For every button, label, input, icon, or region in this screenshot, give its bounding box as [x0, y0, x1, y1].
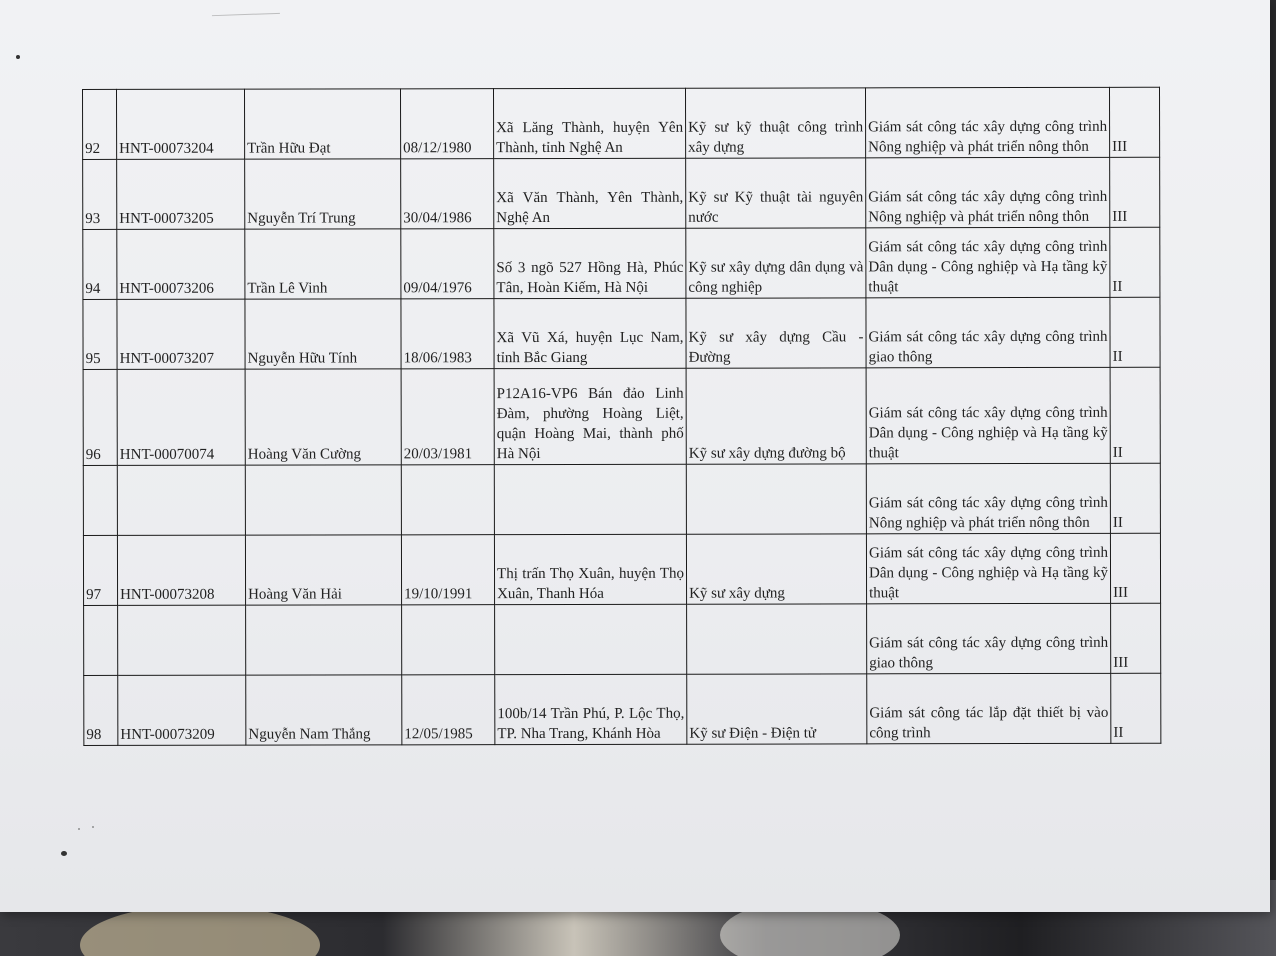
full-name-cell: Nguyễn Trí Trung: [245, 159, 401, 229]
row-number-cell: 93: [83, 159, 117, 229]
degree-cell: Kỹ sư Kỹ thuật tài nguyên nước: [686, 158, 866, 228]
table-row: [84, 673, 1161, 745]
degree-cell: [687, 604, 867, 674]
address-cell: [495, 604, 687, 674]
certificate-code-cell: HNT-00070074: [117, 369, 245, 465]
certificate-code-cell: HNT-00073208: [117, 535, 245, 605]
birth-date-cell: 18/06/1983: [401, 299, 494, 369]
degree-cell: [686, 464, 866, 534]
degree-cell: Kỹ sư xây dựng dân dụng và công nghiệp: [686, 228, 866, 298]
table-row: [84, 603, 1161, 675]
grade-cell: II: [1110, 227, 1160, 297]
full-name-cell: [245, 465, 401, 535]
table-row: [83, 533, 1160, 605]
certificate-code-cell: HNT-00073206: [117, 229, 245, 299]
table-row: [83, 87, 1160, 159]
practice-scope-cell: Giám sát công tác xây dựng công trình Nông nghiệp và phát triển nông thôn: [865, 87, 1109, 158]
address-cell: 100b/14 Trần Phú, P. Lộc Thọ, TP. Nha Trang, Khánh Hòa: [495, 674, 687, 744]
full-name-cell: [246, 605, 402, 675]
grade-cell: II: [1110, 463, 1160, 533]
full-name-cell: Nguyễn Nam Thắng: [246, 675, 402, 745]
certificate-code-cell: HNT-00073205: [117, 159, 245, 229]
table-row: [83, 463, 1160, 535]
ink-dot: [16, 55, 20, 59]
row-number-cell: [83, 465, 117, 535]
practice-scope-cell: Giám sát công tác xây dựng công trình Dân dụng - Công nghiệp và Hạ tầng kỹ thuật: [866, 533, 1110, 604]
birth-date-cell: 30/04/1986: [401, 159, 494, 229]
birth-date-cell: 09/04/1976: [401, 229, 494, 299]
grade-cell: II: [1111, 673, 1161, 743]
table-row: [83, 367, 1160, 465]
degree-cell: Kỹ sư kỹ thuật công trình xây dựng: [685, 88, 865, 158]
degree-cell: Kỹ sư xây dựng đường bộ: [686, 368, 866, 464]
practice-scope-cell: Giám sát công tác xây dựng công trình Nông nghiệp và phát triển nông thôn: [866, 463, 1110, 534]
address-cell: Số 3 ngõ 527 Hồng Hà, Phúc Tân, Hoàn Kiếm, Hà Nội: [494, 228, 686, 298]
birth-date-cell: 19/10/1991: [401, 535, 494, 605]
address-cell: Xã Văn Thành, Yên Thành, Nghệ An: [494, 158, 686, 228]
practice-scope-cell: Giám sát công tác lắp đặt thiết bị vào công trình: [867, 673, 1111, 744]
table-row: [83, 297, 1160, 369]
degree-cell: Kỹ sư xây dựng: [686, 534, 866, 604]
row-number-cell: 95: [83, 299, 117, 369]
row-number-cell: 97: [83, 535, 117, 605]
address-cell: Xã Vũ Xá, huyện Lục Nam, tỉnh Bắc Giang: [494, 298, 686, 368]
degree-cell: Kỹ sư Điện - Điện tử: [687, 674, 867, 744]
grade-cell: III: [1110, 157, 1160, 227]
full-name-cell: Hoàng Văn Hải: [245, 535, 401, 605]
row-number-cell: 92: [83, 89, 117, 159]
full-name-cell: Trần Lê Vinh: [245, 229, 401, 299]
certificate-code-cell: [118, 605, 246, 675]
practice-scope-cell: Giám sát công tác xây dựng công trình Nông nghiệp và phát triển nông thôn: [866, 157, 1110, 228]
birth-date-cell: [401, 465, 494, 535]
address-cell: Thị trấn Thọ Xuân, huyện Thọ Xuân, Thanh Hóa: [494, 534, 686, 604]
birth-date-cell: 20/03/1981: [401, 369, 494, 465]
full-name-cell: Nguyễn Hữu Tính: [245, 299, 401, 369]
certificate-code-cell: HNT-00073204: [117, 89, 245, 159]
grade-cell: II: [1110, 367, 1160, 463]
practice-scope-cell: Giám sát công tác xây dựng công trình Dân dụng - Công nghiệp và Hạ tầng kỹ thuật: [866, 227, 1110, 298]
pen-mark: [212, 13, 280, 20]
row-number-cell: 96: [83, 369, 117, 465]
certificate-code-cell: HNT-00073207: [117, 299, 245, 369]
birth-date-cell: [402, 605, 495, 675]
table-body: [83, 87, 1161, 745]
registry-table: [82, 87, 1161, 746]
ink-dot: [61, 851, 67, 856]
table-row: [83, 227, 1160, 299]
table-row: [83, 157, 1160, 229]
certificate-code-cell: [117, 465, 245, 535]
address-cell: P12A16-VP6 Bán đảo Linh Đàm, phường Hoàng Liệt, quận Hoàng Mai, thành phố Hà Nội: [494, 368, 686, 464]
full-name-cell: Hoàng Văn Cường: [245, 369, 401, 465]
degree-cell: Kỹ sư xây dựng Cầu - Đường: [686, 298, 866, 368]
grade-cell: III: [1109, 87, 1159, 157]
grade-cell: III: [1110, 533, 1160, 603]
ink-dot: [92, 826, 94, 828]
birth-date-cell: 08/12/1980: [401, 89, 494, 159]
address-cell: [494, 464, 686, 534]
full-name-cell: Trần Hữu Đạt: [245, 89, 401, 159]
grade-cell: III: [1111, 603, 1161, 673]
certificate-code-cell: HNT-00073209: [118, 675, 246, 745]
row-number-cell: [84, 605, 118, 675]
practice-scope-cell: Giám sát công tác xây dựng công trình giao thông: [866, 297, 1110, 368]
practice-scope-cell: Giám sát công tác xây dựng công trình giao thông: [867, 603, 1111, 674]
row-number-cell: 98: [84, 675, 118, 745]
grade-cell: II: [1110, 297, 1160, 367]
document-page: [82, 87, 1161, 746]
row-number-cell: 94: [83, 229, 117, 299]
birth-date-cell: 12/05/1985: [402, 675, 495, 745]
ink-dot: [78, 828, 80, 830]
address-cell: Xã Lăng Thành, huyện Yên Thành, tỉnh Nghệ An: [494, 88, 686, 158]
practice-scope-cell: Giám sát công tác xây dựng công trình Dân dụng - Công nghiệp và Hạ tầng kỹ thuật: [866, 367, 1110, 464]
